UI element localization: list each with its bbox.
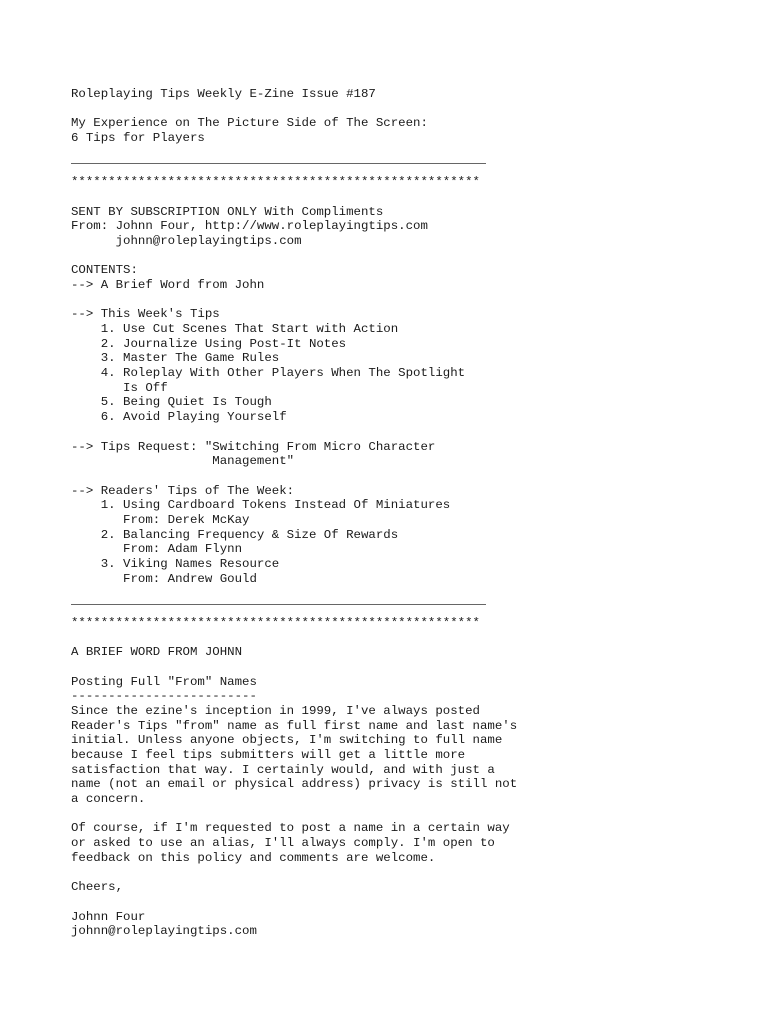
- divider-line: [71, 163, 486, 164]
- blank-line: [71, 630, 751, 645]
- contents-subitem: Is Off: [71, 380, 168, 395]
- contents-subitem: 3. Viking Names Resource: [71, 557, 280, 571]
- blank-line: [71, 807, 751, 822]
- blank-line: [71, 586, 751, 601]
- issue-title: Roleplaying Tips Weekly E-Zine Issue #187: [71, 87, 376, 101]
- body-text: initial. Unless anyone objects, I'm switching to full name: [71, 733, 503, 748]
- contents-subitem: 2. Journalize Using Post-It Notes: [71, 336, 347, 351]
- article-heading: Posting Full "From" Names: [71, 674, 257, 689]
- heading-underline: -------------------------: [71, 689, 257, 704]
- blank-line: [71, 469, 751, 484]
- contents-subitem: 3. Master The Game Rules: [71, 351, 280, 366]
- contents-subitem: 5. Being Quiet Is Tough: [71, 395, 272, 410]
- contents-subitem: 1. Use Cut Scenes That Start with Action: [71, 322, 399, 336]
- body-text: name (not an email or physical address) privacy is still not: [71, 777, 518, 792]
- blank-line: [71, 660, 751, 675]
- blank-line: [71, 425, 751, 440]
- from-line: From: Johnn Four, http://www.roleplayingtips.com: [71, 219, 428, 234]
- body-text: feedback on this policy and comments are welcome.: [71, 850, 436, 865]
- contents-subitem: From: Derek McKay: [71, 512, 250, 527]
- from-email: johnn@roleplayingtips.com: [71, 233, 302, 248]
- body-text: Since the ezine's inception in 1999, I've always posted: [71, 703, 480, 718]
- blank-line: [71, 146, 751, 161]
- body-text: or asked to use an alias, I'll always comply. I'm open to: [71, 836, 495, 851]
- blank-line: [71, 895, 751, 910]
- horizontal-rule: [71, 160, 751, 175]
- section-heading: A BRIEF WORD FROM JOHNN: [71, 645, 243, 660]
- blank-line: [71, 190, 751, 205]
- contents-item: --> Tips Request: "Switching From Micro Character: [71, 439, 436, 454]
- blank-line: [71, 102, 751, 117]
- contents-subitem: From: Adam Flynn: [71, 542, 243, 557]
- blank-line: [71, 249, 751, 264]
- contents-heading: CONTENTS:: [71, 263, 138, 278]
- subscription-notice: SENT BY SUBSCRIPTION ONLY With Compliments: [71, 204, 384, 219]
- divider-line: [71, 604, 486, 605]
- issue-subtitle: My Experience on The Picture Side of The Screen:: [71, 116, 428, 131]
- issue-subtitle: 6 Tips for Players: [71, 131, 205, 146]
- body-text: a concern.: [71, 792, 146, 806]
- body-text: because I feel tips submitters will get a little more: [71, 747, 466, 762]
- ezine-page: [71, 87, 751, 939]
- asterisk-divider: *******************************************************: [71, 175, 480, 190]
- signature-name: Johnn Four: [71, 909, 146, 924]
- blank-line: [71, 865, 751, 880]
- contents-subitem: 6. Avoid Playing Yourself: [71, 410, 287, 425]
- contents-subitem: 4. Roleplay With Other Players When The Spotlight: [71, 366, 466, 381]
- contents-item: Management": [71, 454, 295, 469]
- body-text: Reader's Tips "from" name as full first name and last name's: [71, 718, 518, 733]
- body-text: satisfaction that way. I certainly would, and with just a: [71, 762, 495, 777]
- body-text: Of course, if I'm requested to post a name in a certain way: [71, 821, 510, 836]
- contents-item: --> A Brief Word from John: [71, 277, 265, 292]
- asterisk-divider: *******************************************************: [71, 615, 480, 630]
- contents-subitem: 1. Using Cardboard Tokens Instead Of Miniatures: [71, 498, 451, 513]
- contents-subitem: 2. Balancing Frequency & Size Of Rewards: [71, 527, 399, 542]
- contents-item: --> This Week's Tips: [71, 307, 220, 322]
- signature-email: johnn@roleplayingtips.com: [71, 924, 257, 939]
- sign-off: Cheers,: [71, 880, 124, 895]
- contents-item: --> Readers' Tips of The Week:: [71, 483, 295, 498]
- contents-subitem: From: Andrew Gould: [71, 571, 257, 586]
- horizontal-rule: [71, 601, 751, 616]
- blank-line: [71, 293, 751, 308]
